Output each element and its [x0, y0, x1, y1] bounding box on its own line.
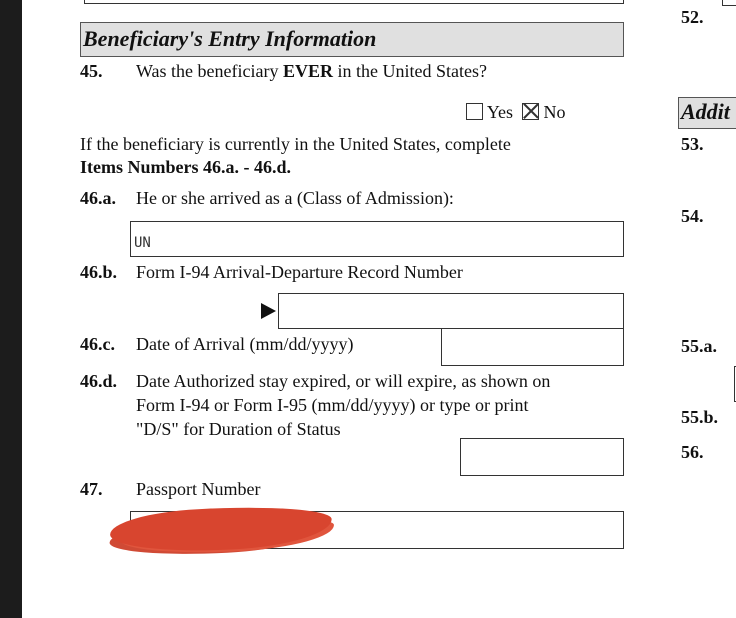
- right-top-box[interactable]: [722, 0, 736, 6]
- i94-number-field[interactable]: [278, 293, 624, 329]
- right-number-55b: 55.b.: [681, 407, 719, 427]
- instruction-line1: If the beneficiary is currently in the United States, complete: [80, 134, 511, 154]
- right-section-header: [678, 97, 736, 129]
- q46a-number: 46.a.: [80, 188, 116, 208]
- yes-checkbox[interactable]: [466, 103, 483, 120]
- q46d-line1: Date Authorized stay expired, or will expire, as shown on: [136, 371, 551, 391]
- right-section-title: Addit: [681, 99, 730, 124]
- previous-field-box[interactable]: [84, 0, 624, 4]
- form-page: [22, 0, 736, 618]
- q46b-number: 46.b.: [80, 262, 118, 282]
- q46c-label: Date of Arrival (mm/dd/yyyy): [136, 334, 354, 354]
- no-checkbox[interactable]: [522, 103, 539, 120]
- right-number-52: 52.: [681, 7, 704, 27]
- section-title: Beneficiary's Entry Information: [83, 26, 377, 51]
- date-of-arrival-field[interactable]: [441, 328, 624, 366]
- q45-options: [466, 101, 566, 123]
- authorized-stay-date-field[interactable]: [460, 438, 624, 476]
- q45-text-pre: Was the beneficiary: [136, 61, 283, 81]
- right-number-55a: 55.a.: [681, 336, 717, 356]
- q46c-number: 46.c.: [80, 334, 115, 354]
- section-header: [80, 22, 624, 57]
- q45-question: [136, 60, 487, 82]
- q46d-line2: Form I-94 or Form I-95 (mm/dd/yyyy) or type or print: [136, 395, 529, 415]
- yes-label: Yes: [486, 102, 514, 122]
- q46d-line3: "D/S" for Duration of Status: [136, 419, 341, 439]
- q46a-label: He or she arrived as a (Class of Admission):: [136, 188, 454, 208]
- instruction-line2: Items Numbers 46.a. - 46.d.: [80, 157, 291, 177]
- q47-label: Passport Number: [136, 479, 261, 499]
- arrow-icon: [261, 303, 276, 319]
- class-of-admission-value: UN: [134, 235, 151, 251]
- q47-number: 47.: [80, 479, 103, 499]
- q46b-label: Form I-94 Arrival-Departure Record Number: [136, 262, 463, 282]
- no-label: No: [543, 102, 566, 122]
- q45-text-post: in the United States?: [333, 61, 487, 81]
- q45-number: 45.: [80, 61, 103, 81]
- q45-row: [80, 60, 103, 82]
- right-number-54: 54.: [681, 206, 704, 226]
- class-of-admission-field[interactable]: [130, 221, 624, 257]
- q45-text-emph: EVER: [282, 61, 333, 81]
- right-number-53: 53.: [681, 134, 704, 154]
- q46d-number: 46.d.: [80, 371, 118, 391]
- right-number-56: 56.: [681, 442, 704, 462]
